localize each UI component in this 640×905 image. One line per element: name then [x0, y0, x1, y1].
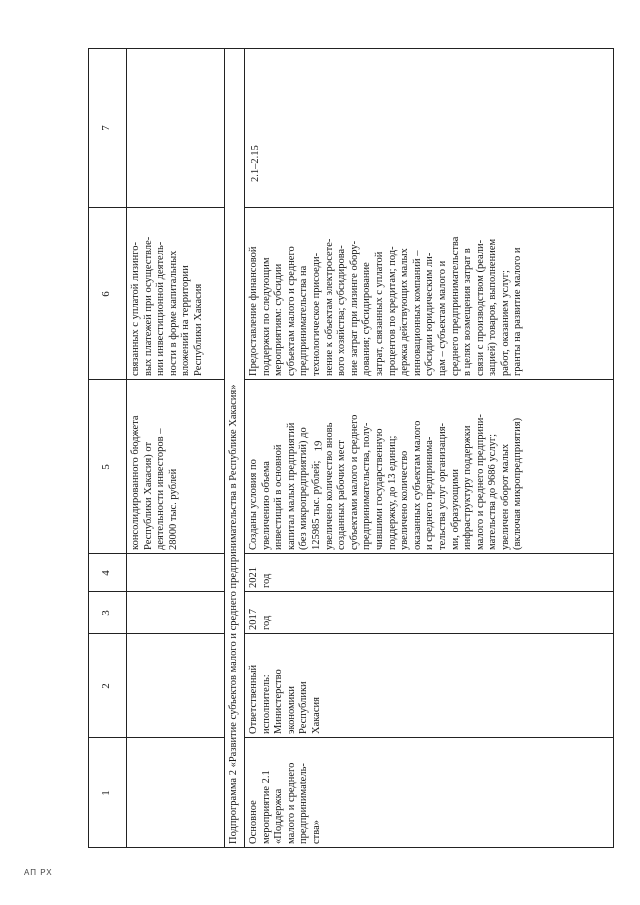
- continued-col6-text: связанных с уплатой лизинго- вых платежей при осуществле- нии инвестиционной деятель- ности в форме капитальных вложений на территории Республики Хакасия: [130, 236, 204, 376]
- col-sep-1a: [88, 737, 224, 738]
- header-col-6: 6: [100, 291, 112, 297]
- header-col-3: 3: [100, 610, 112, 616]
- start-year: 2017 год: [248, 609, 272, 630]
- implementation-directions: Предоставление финансовой поддержки по следующим мероприятиям: субсидии субъектам малого и среднего предпринимательства на технологическое присоеди- нение к объектам электросете- вого хозяйства; субсидирова- ние затрат при лизинге обору- дования; субсидирование затрат, связанных с уплатой процентов по кредитам; под- держка действующих малых инновационных компаний – субсидии юридическим ли- цам – субъектам малого и среднего предпринимательства в целях возмещения затрат в связи с производством (реали- зацией) товаров, выполнением работ, оказанием услуг; гранты на развитие малого и: [248, 236, 524, 376]
- col-sep-2a: [88, 633, 224, 634]
- col-sep-5a: [88, 379, 224, 380]
- header-col-5: 5: [100, 464, 112, 470]
- header-separator: [126, 48, 127, 848]
- rotated-table: [88, 48, 614, 848]
- responsible-executor: Ответственный исполнитель: Министерство экономики Республики Хакасия: [248, 664, 322, 734]
- measure-name: Основное мероприятие 2.1 «Поддержка малого и среднего предпринимatель- ства»: [248, 762, 322, 844]
- continued-col5-text: консолидированного бюджета Республики Хакасия) от деятельности инвесторов – 28000 тыс. рублей: [130, 415, 179, 550]
- col-sep-6b: [244, 207, 614, 208]
- subprogram-top-line: [224, 48, 225, 848]
- col-sep-5b: [244, 379, 614, 380]
- footer-mark: АП РХ: [24, 868, 53, 877]
- col-sep-3a: [88, 591, 224, 592]
- subprogram-title: Подпрограмма 2 «Развитие субъектов малого и среднего предпринимательства в Республике Хакасия»: [228, 384, 239, 844]
- subprogram-bottom-line: [244, 48, 245, 848]
- header-col-7: 7: [100, 125, 112, 131]
- header-col-4: 4: [100, 570, 112, 576]
- indicator-links: 2.1–2.15: [250, 145, 261, 182]
- page-number: 19: [312, 440, 325, 452]
- col-sep-4b: [244, 553, 614, 554]
- header-col-2: 2: [100, 683, 112, 689]
- header-col-1: 1: [100, 790, 112, 796]
- end-year: 2021 год: [248, 567, 272, 588]
- col-sep-6a: [88, 207, 224, 208]
- col-sep-1b: [244, 737, 614, 738]
- col-sep-2b: [244, 633, 614, 634]
- col-sep-4a: [88, 553, 224, 554]
- col-sep-3b: [244, 591, 614, 592]
- expected-results: Созданы условия по увеличению объема инвестиций в основной капитал малых предприятий (без микропредприятий) до 125985 тыс. рублей; увеличено количество вновь созданных рабочих мест субъектами малого и среднего предпринимательства, полу- чившими государственную поддержку, до 13 единиц; увеличено количество оказанных субъектам малого и среднего предпринима- тельства услуг организация- ми, образующими инфраструктуру поддержки малого и среднего предприни- мательства до 9686 услуг; увеличен оборот малых (включая микропредприятия): [248, 414, 524, 550]
